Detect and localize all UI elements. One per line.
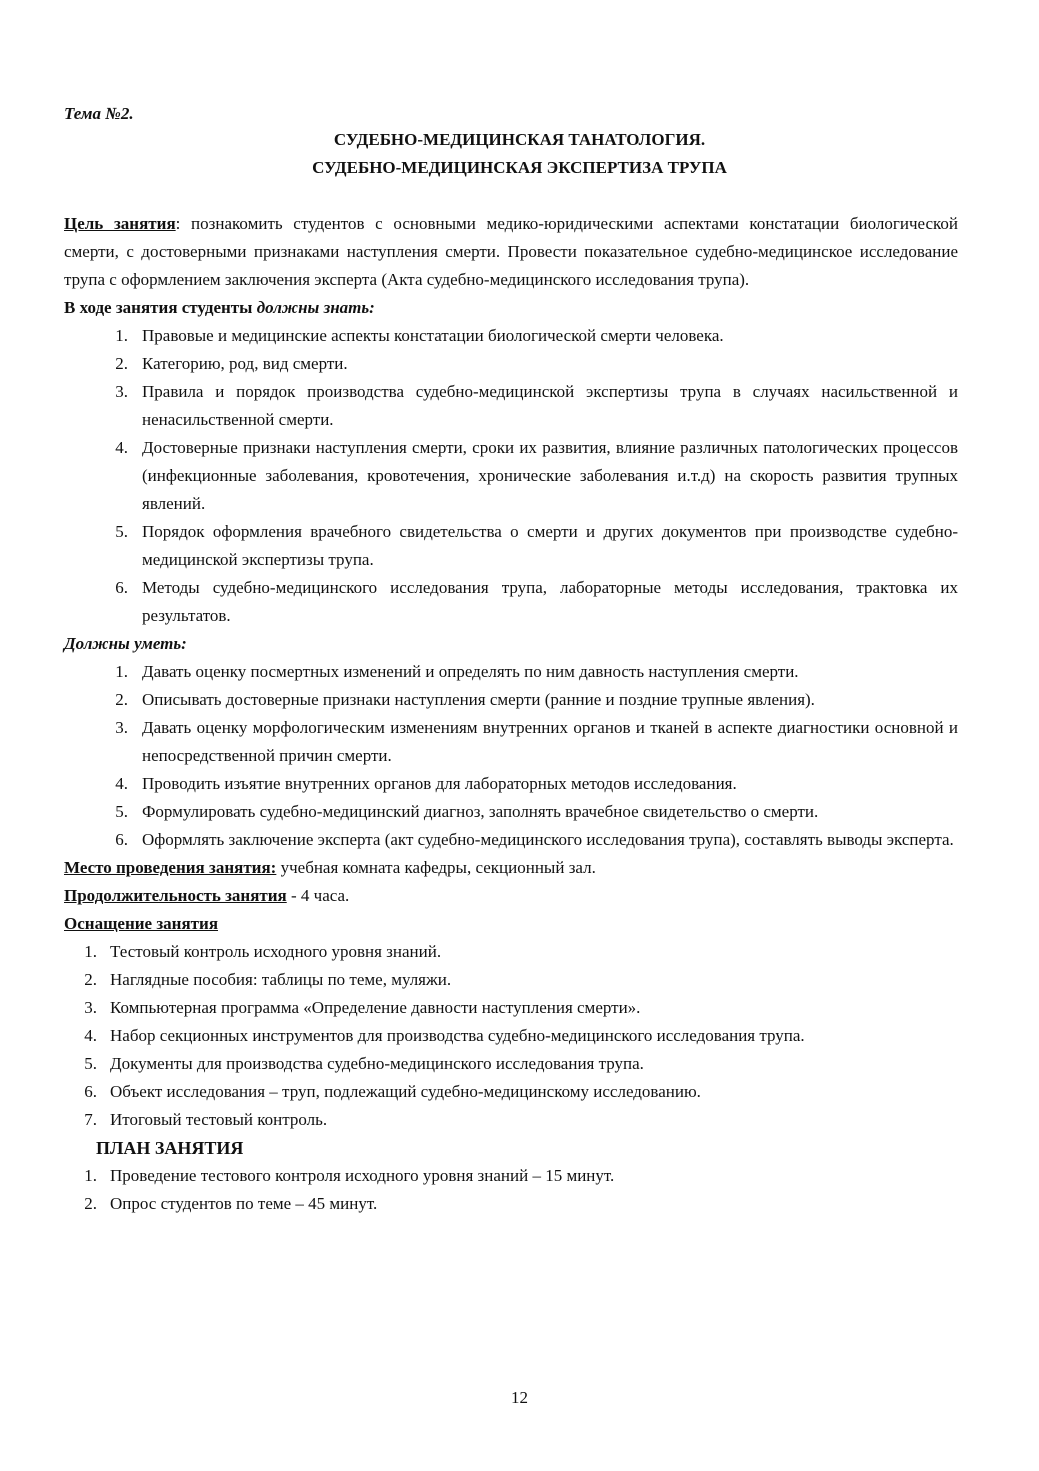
list-item (64, 1190, 958, 1218)
list-item-text: Давать оценку морфологическим изменениям внутренних органов и тканей в аспекте диагностики основной и непосредственной причин смерти. (142, 718, 958, 765)
list-item (64, 770, 958, 798)
list-item (64, 798, 958, 826)
able-heading: Должны уметь: (64, 634, 187, 653)
list-item-number: 4. (84, 1026, 97, 1045)
list-item-text: Наглядные пособия: таблицы по теме, муляжи. (110, 970, 452, 989)
list-item-text: Давать оценку посмертных изменений и определять по ним давность наступления смерти. (142, 662, 799, 681)
list-item (64, 350, 958, 378)
document-body (64, 210, 958, 1218)
list-item-text: Методы судебно-медицинского исследования трупа, лабораторные методы исследования, трактовка их результатов. (142, 578, 958, 625)
place-line (64, 854, 958, 882)
plan-heading: ПЛАН ЗАНЯТИЯ (96, 1138, 244, 1158)
list-item-text: Формулировать судебно-медицинский диагноз, заполнять врачебное свидетельство о смерти. (142, 802, 819, 821)
list-item-number: 4. (115, 438, 128, 457)
list-item (64, 714, 958, 770)
list-item-number: 5. (115, 522, 128, 541)
list-item-number: 1. (84, 1166, 97, 1185)
goal-text: : познакомить студентов с основными медико-юридическими аспектами констатации биологической смерти, с достоверными признаками наступления смерти. Провести показательное судебно-медицинское исследование трупа с оформлением заключения эксперта (Акта судебно-медицинского исследования трупа). (64, 214, 958, 289)
list-item-text: Опрос студентов по теме – 45 минут. (110, 1194, 378, 1213)
goal-label: Цель занятия (64, 214, 176, 233)
list-item-text: Проведение тестового контроля исходного уровня знаний – 15 минут. (110, 1166, 615, 1185)
duration-line (64, 882, 958, 910)
list-item (64, 378, 958, 434)
list-item-number: 2. (84, 1194, 97, 1213)
know-heading-prefix: В ходе занятия студенты (64, 298, 257, 317)
topic-label: Тема №2. (64, 104, 134, 123)
list-item-number: 5. (115, 802, 128, 821)
list-item (64, 938, 958, 966)
list-item (64, 966, 958, 994)
title-line-2: СУДЕБНО-МЕДИЦИНСКАЯ ЭКСПЕРТИЗА ТРУПА (312, 158, 727, 177)
list-item-text: Правовые и медицинские аспекты констатации биологической смерти человека. (142, 326, 724, 345)
list-item-number: 3. (115, 718, 128, 737)
list-item (64, 434, 958, 518)
know-heading (64, 294, 958, 322)
list-item-number: 6. (115, 578, 128, 597)
list-item-text: Порядок оформления врачебного свидетельства о смерти и других документов при производстве судебно-медицинской экспертизы трупа. (142, 522, 958, 569)
list-item (64, 994, 958, 1022)
list-item-text: Документы для производства судебно-медицинского исследования трупа. (110, 1054, 644, 1073)
list-item-number: 3. (84, 998, 97, 1017)
duration-label: Продолжительность занятия (64, 886, 287, 905)
list-item-number: 2. (115, 354, 128, 373)
place-text: учебная комната кафедры, секционный зал. (276, 858, 596, 877)
list-item-number: 5. (84, 1054, 97, 1073)
list-item (64, 574, 958, 630)
equipment-list (64, 938, 958, 1134)
list-item-number: 1. (115, 326, 128, 345)
list-item-text: Объект исследования – труп, подлежащий судебно-медицинскому исследованию. (110, 1082, 701, 1101)
list-item (64, 826, 958, 854)
list-item-number: 2. (84, 970, 97, 989)
list-item-number: 6. (84, 1082, 97, 1101)
list-item-text: Правила и порядок производства судебно-медицинской экспертизы трупа в случаях насильственной и ненасильственной смерти. (142, 382, 958, 429)
page-number: 12 (511, 1388, 528, 1407)
list-item (64, 1050, 958, 1078)
list-item (64, 518, 958, 574)
list-item (64, 1078, 958, 1106)
list-item-number: 7. (84, 1110, 97, 1129)
list-item-text: Категорию, род, вид смерти. (142, 354, 348, 373)
able-list (64, 658, 958, 854)
list-item (64, 322, 958, 350)
place-label: Место проведения занятия: (64, 858, 277, 877)
plan-list (64, 1162, 958, 1218)
title-line-1: СУДЕБНО-МЕДИЦИНСКАЯ ТАНАТОЛОГИЯ. (333, 130, 706, 149)
goal-paragraph (64, 210, 958, 294)
list-item-text: Итоговый тестовый контроль. (110, 1110, 328, 1129)
equipment-heading: Оснащение занятия (64, 914, 219, 933)
list-item-text: Достоверные признаки наступления смерти, сроки их развития, влияние различных патологических процессов (инфекционные заболевания, кровотечения, хронические заболевания и.т.д) на скорость развития трупных явлений. (142, 438, 958, 513)
list-item-number: 2. (115, 690, 128, 709)
list-item-text: Оформлять заключение эксперта (акт судебно-медицинского исследования трупа), составлять выводы эксперта. (142, 830, 954, 849)
list-item-number: 1. (84, 942, 97, 961)
list-item-text: Проводить изъятие внутренних органов для лабораторных методов исследования. (142, 774, 737, 793)
list-item-text: Тестовый контроль исходного уровня знаний. (110, 942, 442, 961)
list-item (64, 686, 958, 714)
list-item (64, 1162, 958, 1190)
list-item-number: 6. (115, 830, 128, 849)
list-item (64, 658, 958, 686)
list-item-number: 3. (115, 382, 128, 401)
list-item-text: Компьютерная программа «Определение давности наступления смерти». (110, 998, 641, 1017)
list-item-text: Набор секционных инструментов для производства судебно-медицинского исследования трупа. (110, 1026, 805, 1045)
know-list (64, 322, 958, 630)
list-item (64, 1022, 958, 1050)
page-title (0, 126, 1039, 182)
list-item-number: 1. (115, 662, 128, 681)
know-heading-emph: должны знать: (256, 298, 375, 317)
list-item-number: 4. (115, 774, 128, 793)
duration-text: - 4 часа. (286, 886, 350, 905)
list-item-text: Описывать достоверные признаки наступления смерти (ранние и поздние трупные явления). (142, 690, 815, 709)
list-item (64, 1106, 958, 1134)
